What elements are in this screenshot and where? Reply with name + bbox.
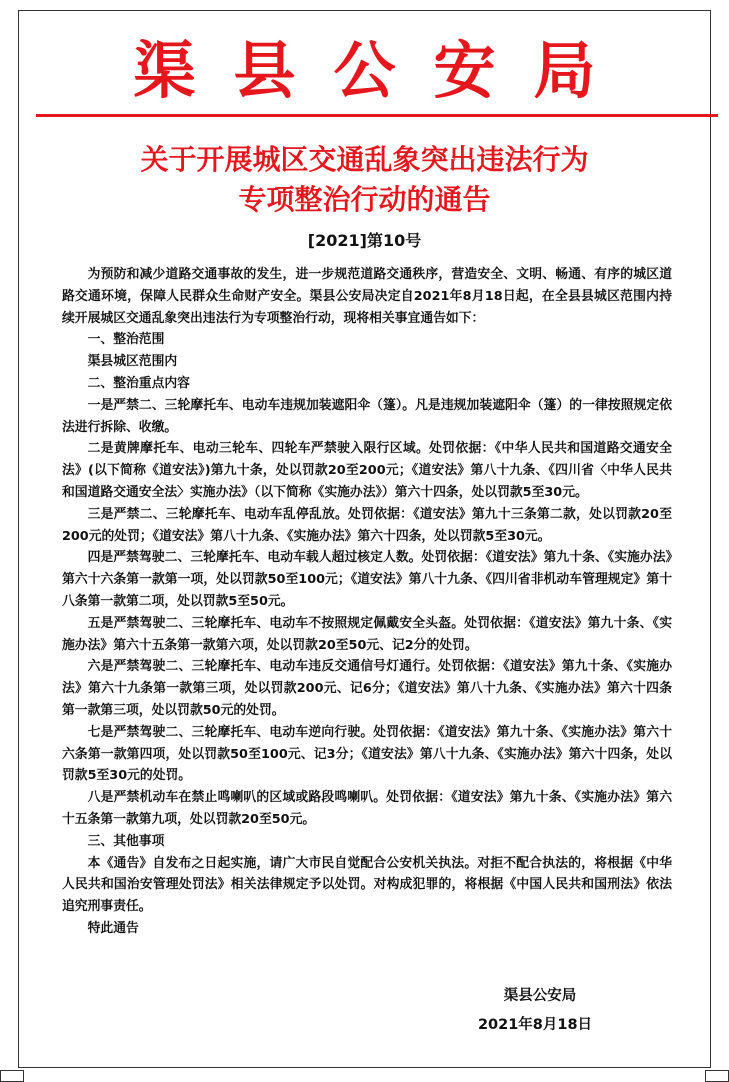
letterhead-rule xyxy=(36,114,718,117)
heading-other-matters: 三、其他事项 xyxy=(87,833,165,849)
paragraph-item-1: 一是严禁二、三轮摩托车、电动车违规加装遮阳伞（篷）。凡是违规加装遮阳伞（篷）的一律按照规定依法进行拆除、收缴。 xyxy=(62,397,672,435)
document-number: [2021]第10号 xyxy=(307,231,422,250)
corner-mark-right xyxy=(705,1070,729,1082)
paragraph-scope: 渠县城区范围内 xyxy=(87,354,178,370)
paragraph-intro: 为预防和减少道路交通事故的发生，进一步规范道路交通秩序，营造安全、文明、畅通、有序的城区道路交通环境，保障人民群众生命财产安全。渠县公安局决定自2021年8月18日起，在全县县城区范围内持续开展城区交通乱象突出违法行为专项整治行动，现将相关事宜通告如下： xyxy=(62,267,672,326)
paragraph-item-3: 三是严禁二、三轮摩托车、电动车乱停乱放。处罚依据：《道安法》第九十三条第二款，处以罚款20至200元的处罚；《道安法》第八十九条、《实施办法》第六十四条，处以罚款5至30元。 xyxy=(62,506,672,544)
paragraph-item-5: 五是严禁驾驶二、三轮摩托车、电动车不按照规定佩戴安全头盔。处罚依据：《道安法》第九十条、《实施办法》第六十五条第一款第六项，处以罚款20至50元、记2分的处罚。 xyxy=(62,615,672,653)
letterhead: 渠县公安局 xyxy=(133,34,634,107)
notice-title-line-2: 专项整治行动的通告 xyxy=(238,183,491,216)
paragraph-item-8: 八是严禁机动车在禁止鸣喇叭的区域或路段鸣喇叭。处罚依据：《道安法》第九十条、《实施办法》第六十五条第一款第九项，处以罚款20至50元。 xyxy=(62,790,672,827)
signature-date: 2021年8月18日 xyxy=(477,1017,593,1033)
notice-title-line-1: 关于开展城区交通乱象突出违法行为 xyxy=(140,143,589,176)
paragraph-item-4: 四是严禁驾驶二、三轮摩托车、电动车载人超过核定人数。处罚依据：《道安法》第九十条、《实施办法》第六十六条第一款第一项，处以罚款50至100元；《道安法》第八十九条、《四川省非机动车管理规定》第十八条第一款第二项，处以罚款5至50元。 xyxy=(62,550,672,609)
paragraph-item-6: 六是严禁驾驶二、三轮摩托车、电动车违反交通信号灯通行。处罚依据：《道安法》第九十条、《实施办法》第六十九条第一款第三项，处以罚款200元、记6分；《道安法》第八十九条、《实施办法》第六十四条第一款第三项，处以罚款50元的处罚。 xyxy=(62,659,672,718)
signature-org: 渠县公安局 xyxy=(503,988,577,1004)
paragraph-closing: 特此通告 xyxy=(87,920,139,936)
paragraph-other-matters: 本《通告》自发布之日起实施，请广大市民自觉配合公安机关执法。对拒不配合执法的，将根据《中华人民共和国治安管理处罚法》相关法律规定予以处罚。对构成犯罪的，将根据《中国人民共和国刑法》依法追究刑事责任。 xyxy=(62,855,672,915)
notice-body xyxy=(62,264,672,940)
paragraph-item-2: 二是黄牌摩托车、电动三轮车、四轮车严禁驶入限行区域。处罚依据：《中华人民共和国道路交通安全法》(以下简称《道安法》)第九十条，处以罚款20至200元；《道安法》第八十九条、《四川省〈中华人民共和国道路交通安全法〉实施办法》（以下简称《实施办法》）第六十四条，处以罚款5至30元。 xyxy=(62,441,672,500)
heading-scope: 一、整治范围 xyxy=(87,332,165,348)
heading-key-content: 二、整治重点内容 xyxy=(87,375,190,391)
corner-mark-left xyxy=(0,1070,24,1082)
paragraph-item-7: 七是严禁驾驶二、三轮摩托车、电动车逆向行驶。处罚依据：《道安法》第九十条、《实施办法》第六十六条第一款第四项，处以罚款50至100元、记3分；《道安法》第八十九条、《实施办法》第六十四条，处以罚款5至30元的处罚。 xyxy=(62,724,672,784)
